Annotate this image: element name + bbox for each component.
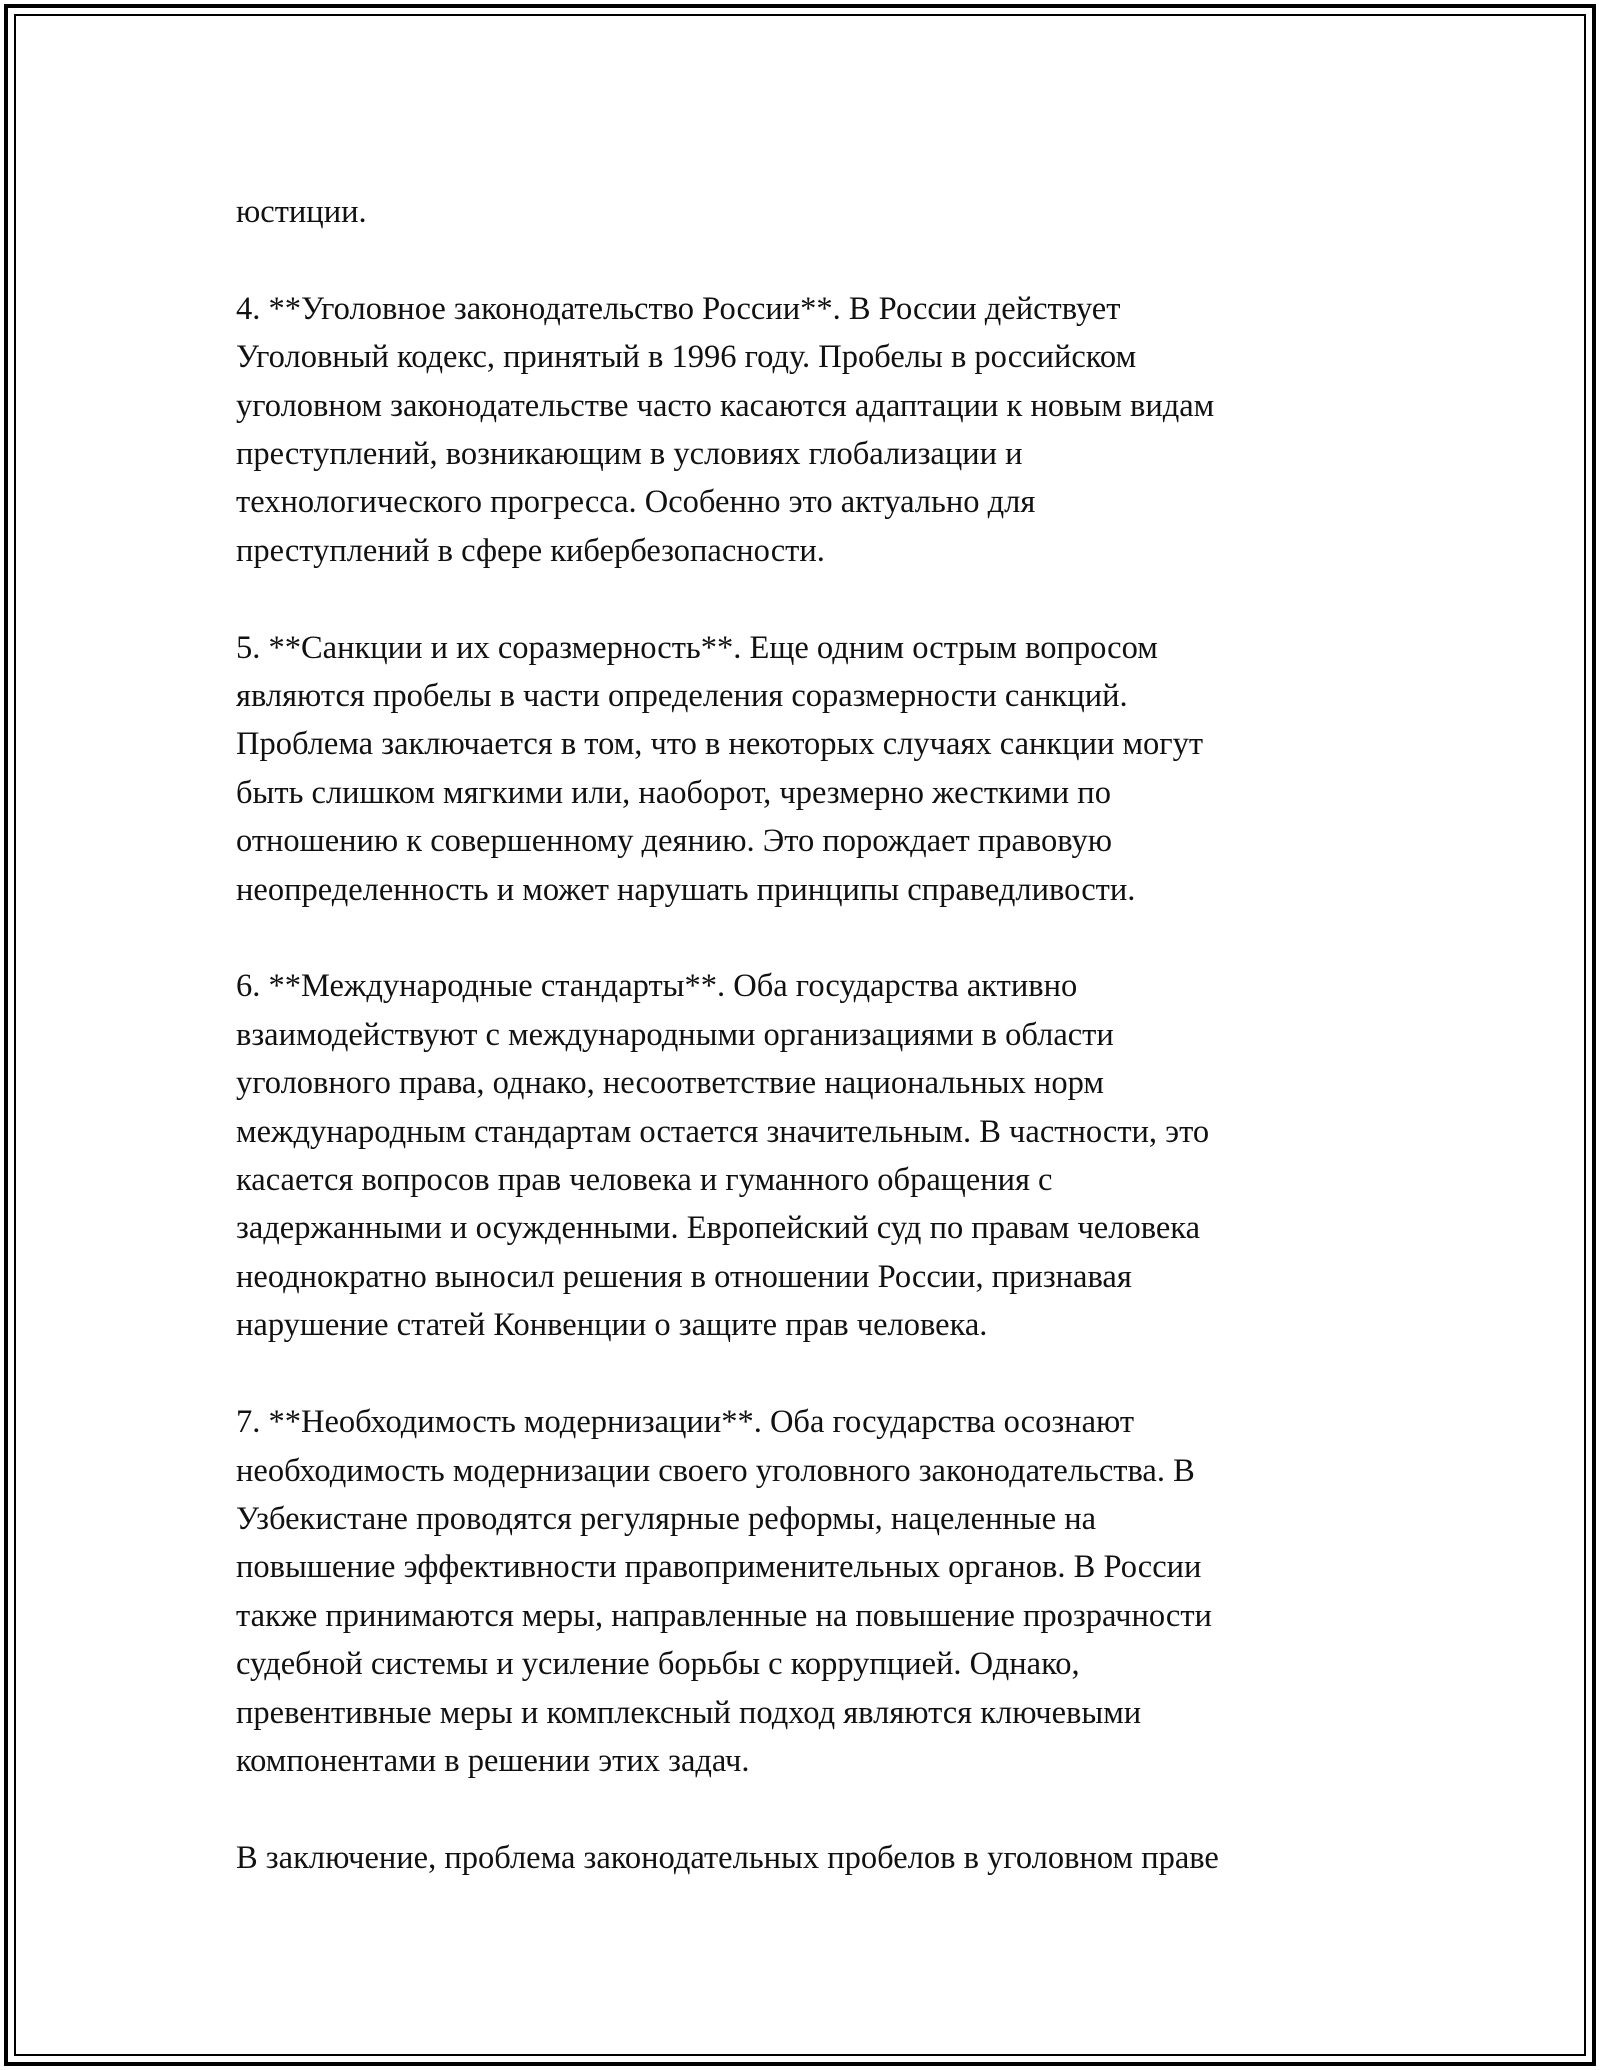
paragraph-criminal-legislation-russia	[236, 285, 1386, 575]
text-line: превентивные меры и комплексный подход являются ключевыми	[236, 1694, 1142, 1731]
text-line: уголовном законодательстве часто касаются адаптации к новым видам	[236, 387, 1215, 424]
text-line: Уголовный кодекс, принятый в 1996 году. Пробелы в российском	[236, 339, 1137, 376]
text-line: неоднократно выносил решения в отношении России, признавая	[236, 1258, 1132, 1295]
paragraph-conclusion	[236, 1834, 1386, 1882]
text-line: необходимость модернизации своего уголовного законодательства. В	[236, 1452, 1195, 1489]
text-line: В заключение, проблема законодательных пробелов в уголовном праве	[236, 1839, 1219, 1876]
text-line: технологического прогресса. Особенно это актуально для	[236, 484, 1036, 521]
paragraph-sanctions-proportionality	[236, 624, 1386, 914]
text-line: 5. **Санкции и их соразмерность**. Еще одним острым вопросом	[236, 629, 1158, 666]
text-line: международным стандартам остается значительным. В частности, это	[236, 1113, 1210, 1150]
text-line: уголовного права, однако, несоответствие национальных норм	[236, 1065, 1104, 1102]
text-line: 7. **Необходимость модернизации**. Оба государства осознают	[236, 1404, 1135, 1441]
text-line: преступлений, возникающим в условиях глобализации и	[236, 436, 1023, 473]
paragraph-modernization-need	[236, 1398, 1386, 1785]
text-line: отношению к совершенному деянию. Это порождает правовую	[236, 823, 1113, 860]
text-line: касается вопросов прав человека и гуманного обращения с	[236, 1162, 1053, 1199]
text-line: взаимодействуют с международными организациями в области	[236, 1016, 1114, 1053]
text-line: неопределенность и может нарушать принципы справедливости.	[236, 871, 1136, 908]
text-line: повышение эффективности правоприменительных органов. В России	[236, 1549, 1202, 1586]
text-line: являются пробелы в части определения соразмерности санкций.	[236, 678, 1128, 715]
text-line: быть слишком мягкими или, наоборот, чрезмерно жесткими по	[236, 774, 1111, 811]
text-line: также принимаются меры, направленные на повышение прозрачности	[236, 1597, 1212, 1634]
text-line: компонентами в решении этих задач.	[236, 1742, 750, 1779]
text-line: Проблема заключается в том, что в некоторых случаях санкции могут	[236, 726, 1204, 763]
text-line: 6. **Международные стандарты**. Оба государства активно	[236, 968, 1078, 1005]
text-line: нарушение статей Конвенции о защите прав человека.	[236, 1307, 988, 1344]
document-body	[236, 188, 1386, 1931]
text-line: судебной системы и усиление борьбы с коррупцией. Однако,	[236, 1646, 1080, 1683]
text-line: задержанными и осужденными. Европейский суд по правам человека	[236, 1210, 1201, 1247]
text-line: преступлений в сфере кибербезопасности.	[236, 532, 825, 569]
text-line: юстиции.	[236, 194, 367, 230]
text-line: 4. **Уголовное законодательство России**. В России действует	[236, 290, 1121, 327]
paragraph-continuation	[236, 188, 1386, 236]
paragraph-international-standards	[236, 962, 1386, 1349]
text-line: Узбекистане проводятся регулярные реформы, нацеленные на	[236, 1500, 1097, 1537]
